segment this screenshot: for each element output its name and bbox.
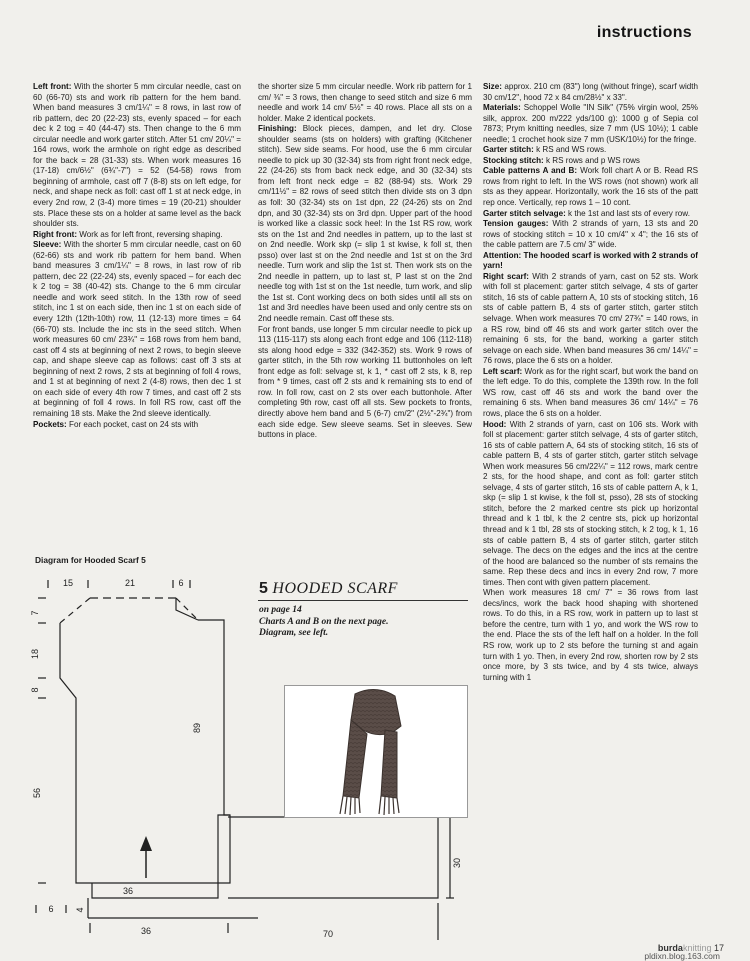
paragraph-lead: Right scarf: <box>483 271 530 281</box>
paragraph-text: k the 1st and last sts of every row. <box>565 208 690 218</box>
dim-bottom-4: 4 <box>75 907 85 913</box>
paragraph <box>258 82 472 124</box>
dim-bottom-36b: 36 <box>140 926 152 936</box>
paragraph-text: Work as for left front, reversing shaping. <box>77 229 223 239</box>
dim-right-30: 30 <box>452 857 462 869</box>
section-charts-ref: Charts A and B on the next page. <box>259 616 389 627</box>
column-right <box>483 82 698 683</box>
paragraph-text: With 2 strands of yarn, 13 sts and 20 rows of stocking stitch = 10 x 10 cm/4" x 4"; the 16 sts of the cable pattern are 7.5 cm/ 3" wide. <box>483 219 698 250</box>
paragraph-lead: Garter stitch selvage: <box>483 208 566 218</box>
paragraph-text: approx. 210 cm (83") long (without fringe), scarf width 30 cm/12", hood 72 x 84 cm/28½" x 33". <box>483 82 698 102</box>
page-number: 17 <box>713 943 724 953</box>
paragraph-lead: Finishing: <box>258 124 297 134</box>
section-name: HOODED SCARF <box>272 580 398 597</box>
paragraph <box>483 420 698 589</box>
paragraph-lead: Sleeve: <box>33 240 62 250</box>
paragraph <box>33 230 241 241</box>
knitting-direction-arrow <box>140 836 152 851</box>
paragraph-lead: Attention: The hooded scarf is worked with 2 strands of yarn! <box>483 250 698 271</box>
dim-left-8: 8 <box>30 687 40 693</box>
paragraph-lead: Tension gauges: <box>483 219 549 229</box>
footer-brand: burda <box>657 943 683 953</box>
paragraph <box>258 124 472 324</box>
paragraph <box>33 420 241 431</box>
section-subtitle <box>259 605 469 640</box>
paragraph <box>483 166 698 208</box>
paragraph <box>483 145 698 156</box>
paragraph <box>483 82 698 103</box>
dim-right-89: 89 <box>192 722 202 734</box>
paragraph <box>483 251 698 272</box>
column-middle <box>258 82 472 441</box>
paragraph-text: Schoppel Wolle "IN Silk" (75% virgin wool, 25% silk, approx. 200 m/222 yds/100 g): 1000 g of Sepia col 7873; Prym knitting needles, size 7 mm (US 10½); 1 cable needle; 1 crochet hook size 7 mm (USK/10½) for the fringe. <box>483 103 698 144</box>
paragraph-lead: Materials: <box>483 103 521 113</box>
dim-top-15: 15 <box>62 578 74 588</box>
paragraph-text: k RS rows and p WS rows <box>543 155 640 165</box>
paragraph <box>483 367 698 420</box>
paragraph-lead: Stocking stitch: <box>483 155 544 165</box>
paragraph-lead: Right front: <box>33 229 78 239</box>
paragraph-text: k RS and WS rows. <box>533 145 607 155</box>
paragraph-text: For front bands, use longer 5 mm circular needle to pick up 113 (115-117) sts along each front edge and 106 (112-118) sts along hood edge = 332 (342-352) sts. Work 9 rows of garter stitch, in the 5th row working 11 buttonholes on left front edge as foll: selvage st, k 1, * cast off 2 sts, k 8, rep from * 9 times, cast off 2 sts and k remaining sts to end of row. In foll row, cast on 2 sts over each buttonhole. After completing 9th row, cast off all sts. Sew pockets to fronts, directly above hem band and 5 (6-7) cm/2" (2½"-2¾") from each side edge. Sew sleeve seams. Set in sleeves. Sew buttons in place. <box>258 324 472 440</box>
paragraph-text: Work foll chart A or B. Read RS rows from right to left. In the WS rows (not shown) work all sts as they appear. Horizontally, work the 16 sts of the patt rep once. Vertically, rep rows 1 – 10 cont. <box>483 166 698 208</box>
footer-brand-sub: knitting <box>682 943 712 953</box>
section-title <box>259 580 398 598</box>
paragraph <box>33 82 241 230</box>
paragraph <box>33 240 241 419</box>
paragraph-lead: Pockets: <box>33 419 67 429</box>
section-number: 5 <box>259 580 269 597</box>
paragraph-text: For each pocket, cast on 24 sts with <box>66 419 199 429</box>
paragraph-lead: Size: <box>483 82 502 91</box>
watermark: pldixn.blog.163.com <box>644 951 720 961</box>
section-rule <box>258 600 468 601</box>
dim-bottom-36a: 36 <box>122 886 134 896</box>
paragraph-text: With the shorter 5 mm circular needle, cast on 60 (66-70) sts and work rib pattern for the hem band. When band measures 3 cm/1¼" = 8 rows, in last row of rib pattern, dec 20 (22-23) sts, evenly spaced – for each dec k 2 tog = 40 (44-47) sts. Then change to the 6 mm circular needle and work garter stitch. After 51 cm/ 20¼" = 164 rows, work the armhole on right edge as described for the back = 28 (31-33) sts. When work measures 16 (17-18) cm/6½" (6¾"-7") = 52 (54-58) rows from beginning of armhole, cast off 7 (8-8) sts on left edge, for neck, and shape neck as foll: cast off 1 st at neck edge, in every 2nd row, 2 (3-4) more times = 19 (20-21) shoulder sts. Place these sts on a holder at same level as the back shoulder sts. <box>33 82 241 229</box>
paragraph-lead: Left front: <box>33 82 72 91</box>
paragraph <box>483 272 698 367</box>
column-left <box>33 82 241 430</box>
paragraph <box>483 103 698 145</box>
diagram-title: Diagram for Hooded Scarf 5 <box>35 555 146 565</box>
dim-top-6: 6 <box>178 578 184 588</box>
dim-bottom-6: 6 <box>48 904 54 914</box>
paragraph-lead: Garter stitch: <box>483 145 534 155</box>
scarf-photo <box>284 685 468 818</box>
dim-left-7: 7 <box>30 610 40 616</box>
band-inner <box>92 815 230 898</box>
paragraph-text: Work as for the right scarf, but work the band on the left edge. To do this, complete the 139th row. In the foll WS row, cast off 46 sts and work the band over the remaining 6 sts. When band measures 36 cm/ 14¼" = 76 rows, place the 6 sts on a holder. <box>483 366 698 418</box>
hood-left-dashed <box>60 598 90 623</box>
paragraph-text: When work measures 18 cm/ 7" = 36 rows from last decs/incs, work the back hood shaping with shortened rows. To do this, in a RS row, work in pattern up to last st before the centre, turn with 1 yo, and work the WS row to the end. Place the sts of the left half on a holder. In the foll RS row, work up to 2 sts before the turning st and again turn with 1 yo. Then, in every 2nd row, shorten row by 2 sts once more, by 3 sts twice, and by 4 sts twice, always turning with 1 <box>483 588 698 682</box>
paragraph-text: With 2 strands of yarn, cast on 52 sts. Work with foll st placement: garter stitch selvage, 4 sts of garter stitch, 16 sts of cable pattern A, 10 sts of stocking stitch, 16 sts of cable pattern B, 4 sts of garter stitch, garter stitch selvage. When work measures 70 cm/ 27¾" = 140 rows, in a RS row, bind off 46 sts and work garter stitch over the remaining 6 sts, for the band, working a garter stitch selvage on each side. When band measures 36 cm/ 14¼" = 76 rows, place the 6 sts on a holder. <box>483 271 698 366</box>
paragraph-lead: Cable patterns A and B: <box>483 166 578 176</box>
paragraph-text: the shorter size 5 mm circular needle. Work rib pattern for 1 cm/ ⅜" = 3 rows, then change to seed stitch and size 6 mm needle and work 14 cm/ 5½" = 40 rows. Place all sts on a holder. Make 2 identical pockets. <box>258 82 472 123</box>
hooded-scarf-diagram <box>28 568 258 938</box>
paragraph <box>483 209 698 220</box>
paragraph <box>483 588 698 683</box>
section-diagram-ref: Diagram, see left. <box>259 628 329 638</box>
dim-bottom-70: 70 <box>322 929 334 939</box>
dim-left-18: 18 <box>30 648 40 660</box>
paragraph-lead: Hood: <box>483 419 507 429</box>
hood-right-dashed <box>176 598 198 620</box>
paragraph <box>258 325 472 441</box>
dim-left-56: 56 <box>32 787 42 799</box>
diagram-band-extension <box>228 805 468 945</box>
section-page-ref: on page 14 <box>259 605 302 615</box>
paragraph-text: Block pieces, dampen, and let dry. Close shoulder seams (sts on holders) with grafting (Kitchener stitch). Sew side seams. For hood, use the 6 mm circular needle to pick up 30 (32-34) sts from right front neck edge, 22 (24-26) sts from back neck edge, and 30 (32-34) sts from left front neck edge = 82 (88-94) sts. Work 29 cm/11½" = 82 rows of seed stitch then divide sts on 3 dpn as foll: 30 (32-34) sts on 1st dpn, 22 (24-26) sts on 2nd dpn, and 30 (32-34) sts on 3rd dpn. Upper part of the hood is worked like a classic sock heel: In the 1st RS row, work sts on the 1st and 2nd needles in pattern, up to the last st on 2nd needle. Work skp (= slip 1 st kwise, k foll st, then psso) over last st on the 2nd needle and 1st st on the 3rd needle. Turn work and slip the 1st st. Then work sts on the 2nd needle in pattern, up to last st, P last st on the 2nd needle tog with 1st st on the 1st needle, turn work, and slip the 1st st. Cont working decs on both sides until all sts on 1st and 3rd needles have been used and only centre sts on 2nd needle remain. Cast off these sts. <box>258 124 472 324</box>
paragraph <box>483 156 698 167</box>
paragraph-lead: Left scarf: <box>483 366 523 376</box>
page-header: instructions <box>596 24 692 41</box>
scarf-illustration <box>285 686 467 817</box>
dim-top-21: 21 <box>124 578 136 588</box>
paragraph-text: With the shorter 5 mm circular needle, cast on 60 (62-66) sts and work rib pattern for hem band. When band measures 3 cm/1¼" = 8 rows, in last row of rib pattern, dec 22 (22-24) sts, evenly spaced – for each dec k 2 tog = 38 (40-42) sts. Change to the 6 mm circular needle and work seed stitch. In the 13th row of seed stitch, inc 1 st on each side, then inc 1 st on each side of every 12th (12th-10th) row, 11 (12-13) more times = 64 (66-70) sts. Include the inc sts in the seed stitch. When work measures 60 cm/ 23¾" = 168 rows from hem band, cast off 4 sts at beginning of next 2 rows, to begin sleeve cap, and shape sleeve cap as follows: cast off 3 sts at beginning of next 2 rows, 2 sts at beginning of foll 4 rows, and 1 st at beginning of next 2 (4-8) rows, then dec 1 st on each side of every 4th row 7 times, and cast off 2 sts at beginning of foll 4 rows. In foll RS row, cast off the remaining 18 sts. Make the 2nd sleeve identically. <box>33 240 241 418</box>
paragraph <box>483 219 698 251</box>
paragraph-text: With 2 strands of yarn, cast on 106 sts. Work with foll st placement: garter stitch selvage, 4 sts of garter stitch, 16 sts of cable pattern A, 64 sts of stocking stitch, 16 sts of cable pattern B, 4 sts of garter stitch, garter stitch selvage When work measures 56 cm/22¼" = 112 rows, mark centre 2 sts, for the hood shape, and cont as foll: garter stitch selvage, 4 sts of garter stitch, 16 sts of cable pattern A, k 1, skp (= slip 1 st kwise, k the foll st, psso), 28 sts of stocking stitch, before the 2 marked centre sts pick up horizontal thread and k 1 tbl, k the 2 centre sts, pick up horizontal thread and k 1 tbl, 28 sts of stocking stitch, k 2 tog, k 1, 16 sts of cable pattern B, 4 sts of garter stitch, garter stitch selvage. The decs on the edges and the incs at the centre of the hood are balanced so the number of sts remains the same. Rep these decs and incs in every 2nd row, 7 more times. Then cont with given pattern placement. <box>483 419 698 587</box>
